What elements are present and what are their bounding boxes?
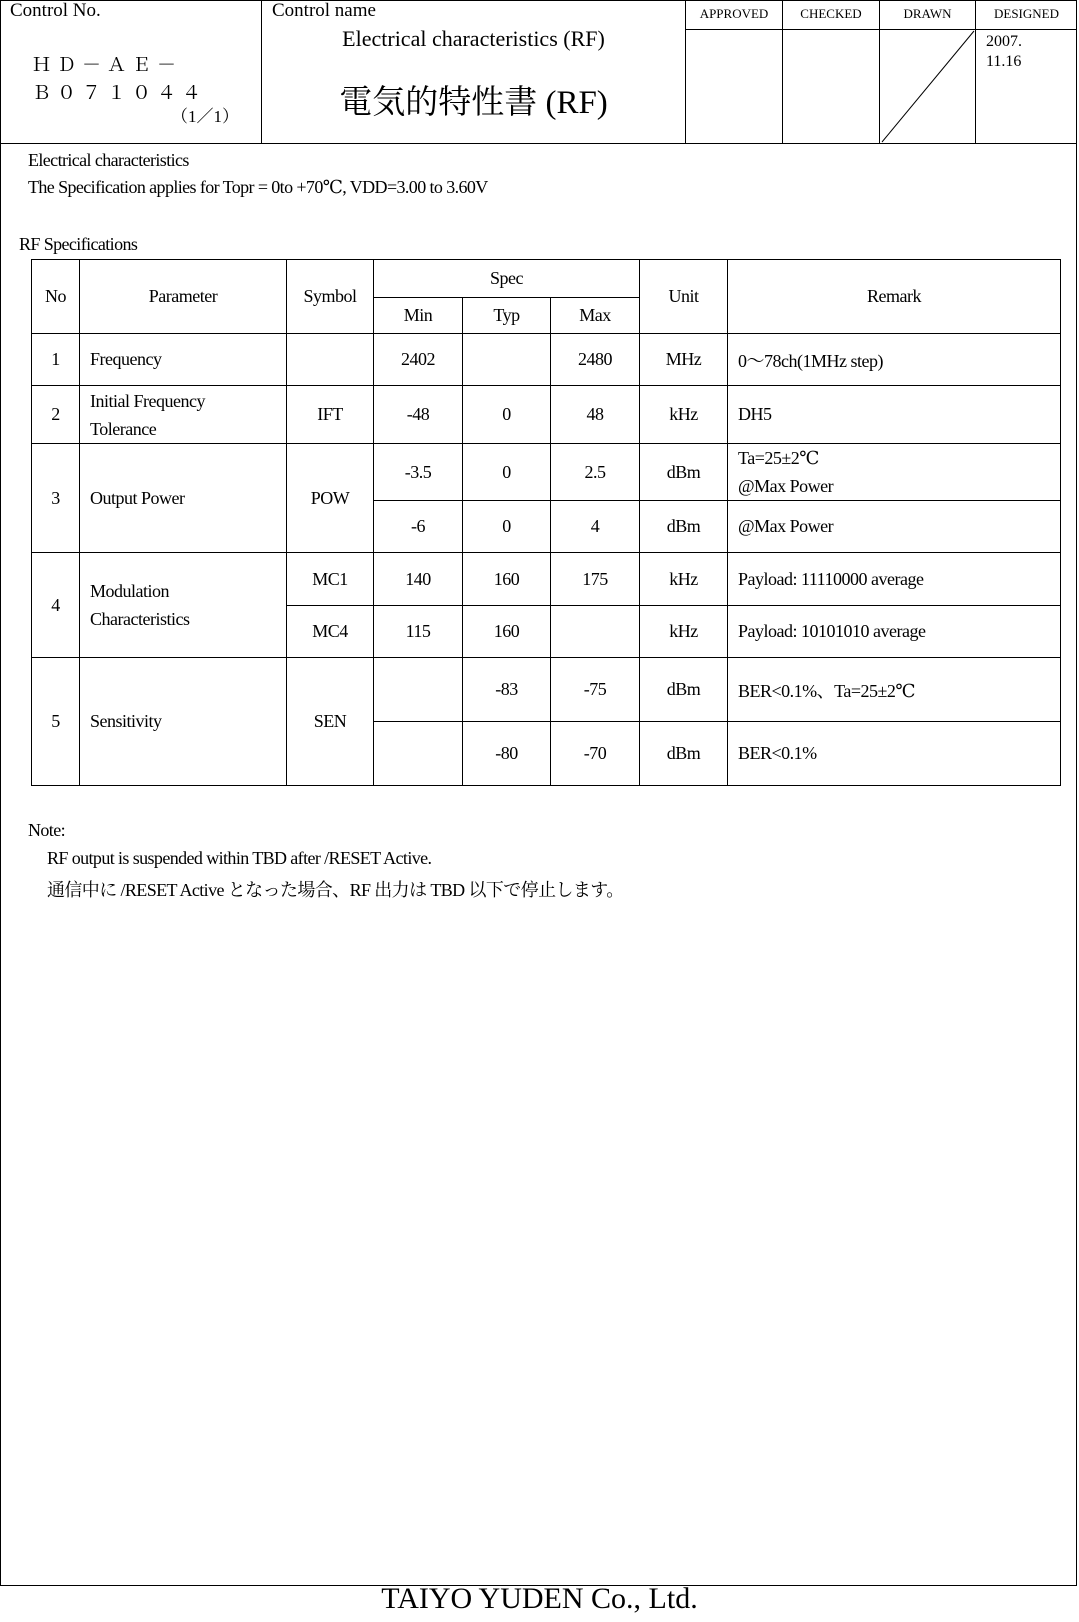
row-typ: [463, 334, 551, 386]
row-remark: Payload: 10101010 average: [728, 606, 1061, 658]
row-typ: -80: [463, 722, 551, 786]
row-unit: kHz: [640, 386, 728, 444]
row-symbol: MC4: [287, 606, 374, 658]
row-unit: dBm: [640, 658, 728, 722]
row-unit: MHz: [640, 334, 728, 386]
control-no-cell: [0, 0, 262, 143]
row-parameter: [80, 386, 287, 444]
row-remark: Payload: 11110000 average: [728, 553, 1061, 606]
control-no-line1: ＨＤ－ＡＥ－: [32, 55, 183, 76]
design-date: [986, 32, 1022, 72]
row-no: 2: [32, 386, 80, 444]
rf-spec-table: [31, 259, 1061, 786]
row-parameter: Sensitivity: [80, 658, 287, 786]
table-row: [32, 553, 1061, 606]
row-remark: [728, 444, 1061, 501]
header-spec: Spec: [374, 260, 640, 298]
row-min: [374, 658, 463, 722]
header-symbol: Symbol: [287, 260, 374, 334]
row-min: [374, 722, 463, 786]
header-max: Max: [551, 298, 640, 334]
designed-label: DESIGNED: [976, 0, 1077, 30]
row-max: 4: [551, 501, 640, 553]
designed-cell: [976, 0, 1077, 143]
row-min: -48: [374, 386, 463, 444]
header-min: Min: [374, 298, 463, 334]
control-no-line2: Ｂ０７１０４４: [32, 83, 208, 104]
row-min: -6: [374, 501, 463, 553]
drawn-label: DRAWN: [880, 0, 975, 30]
row-symbol: SEN: [287, 658, 374, 786]
row-symbol: [287, 334, 374, 386]
row-parameter: Frequency: [80, 334, 287, 386]
row-symbol: IFT: [287, 386, 374, 444]
row-max: 175: [551, 553, 640, 606]
header-unit: Unit: [640, 260, 728, 334]
row-no: 1: [32, 334, 80, 386]
table-row: [32, 658, 1061, 722]
row-parameter: Output Power: [80, 444, 287, 553]
row-parameter-line2: Tolerance: [90, 418, 157, 439]
row-min: -3.5: [374, 444, 463, 501]
design-date-year: 2007.: [986, 33, 1022, 50]
row-no: 5: [32, 658, 80, 786]
row-unit: dBm: [640, 501, 728, 553]
row-remark-line1: Ta=25±2℃: [738, 448, 819, 468]
header-no: No: [32, 260, 80, 334]
row-unit: dBm: [640, 444, 728, 501]
row-no: 3: [32, 444, 80, 553]
row-parameter-line2: Characteristics: [90, 609, 190, 629]
row-remark: BER<0.1%、Ta=25±2℃: [728, 658, 1061, 722]
row-max: 2.5: [551, 444, 640, 501]
row-typ: 0: [463, 444, 551, 501]
row-typ: 0: [463, 501, 551, 553]
company-name: TAIYO YUDEN Co., Ltd.: [381, 1582, 698, 1615]
row-remark: DH5: [728, 386, 1061, 444]
row-remark-line2: @Max Power: [738, 476, 834, 496]
approved-cell: [686, 0, 783, 143]
row-min: 140: [374, 553, 463, 606]
control-name-label: Control name: [272, 0, 376, 21]
row-unit: kHz: [640, 606, 728, 658]
diagonal-strike: [880, 30, 976, 143]
table-row: [32, 334, 1061, 386]
row-symbol: MC1: [287, 553, 374, 606]
row-max: [551, 606, 640, 658]
page-indicator: （1／1）: [171, 107, 239, 126]
checked-cell: [783, 0, 880, 143]
row-max: 2480: [551, 334, 640, 386]
checked-label: CHECKED: [783, 0, 879, 30]
approved-label: APPROVED: [686, 0, 782, 30]
row-no: 4: [32, 553, 80, 658]
header-remark: Remark: [728, 260, 1061, 334]
header-parameter: Parameter: [80, 260, 287, 334]
row-typ: 0: [463, 386, 551, 444]
header-typ: Typ: [463, 298, 551, 334]
row-remark: @Max Power: [728, 501, 1061, 553]
table-row: [32, 386, 1061, 444]
row-max: -75: [551, 658, 640, 722]
table-row: [32, 444, 1061, 501]
row-min: 2402: [374, 334, 463, 386]
note-line2: 通信中に /RESET Active となった場合、RF 出力は TBD 以下で停止します。: [47, 880, 624, 900]
note-label: Note:: [28, 820, 65, 840]
row-typ: 160: [463, 553, 551, 606]
note-line1: RF output is suspended within TBD after /RESET Active.: [47, 848, 432, 868]
drawn-cell: [880, 0, 976, 143]
title-en: Electrical characteristics (RF): [342, 26, 605, 51]
row-unit: kHz: [640, 553, 728, 606]
title-block: [0, 0, 1077, 144]
control-name-cell: [262, 0, 686, 143]
rf-spec-title: RF Specifications: [19, 234, 138, 254]
row-parameter-line1: Initial Frequency: [90, 390, 205, 411]
row-typ: -83: [463, 658, 551, 722]
row-remark: BER<0.1%: [728, 722, 1061, 786]
row-parameter-line1: Modulation: [90, 581, 169, 601]
row-typ: 160: [463, 606, 551, 658]
control-no-label: Control No.: [10, 0, 101, 21]
section-heading: Electrical characteristics: [28, 150, 189, 170]
row-min: 115: [374, 606, 463, 658]
row-unit: dBm: [640, 722, 728, 786]
title-jp: 電気的特性書 (RF): [339, 85, 608, 121]
row-parameter: [80, 553, 287, 658]
design-date-day: 11.16: [986, 53, 1022, 70]
row-symbol: POW: [287, 444, 374, 553]
condition-text: The Specification applies for Topr = 0to +70℃, VDD=3.00 to 3.60V: [28, 177, 488, 197]
row-remark: 0～78ch(1MHz step): [728, 334, 1061, 386]
row-max: 48: [551, 386, 640, 444]
row-max: -70: [551, 722, 640, 786]
